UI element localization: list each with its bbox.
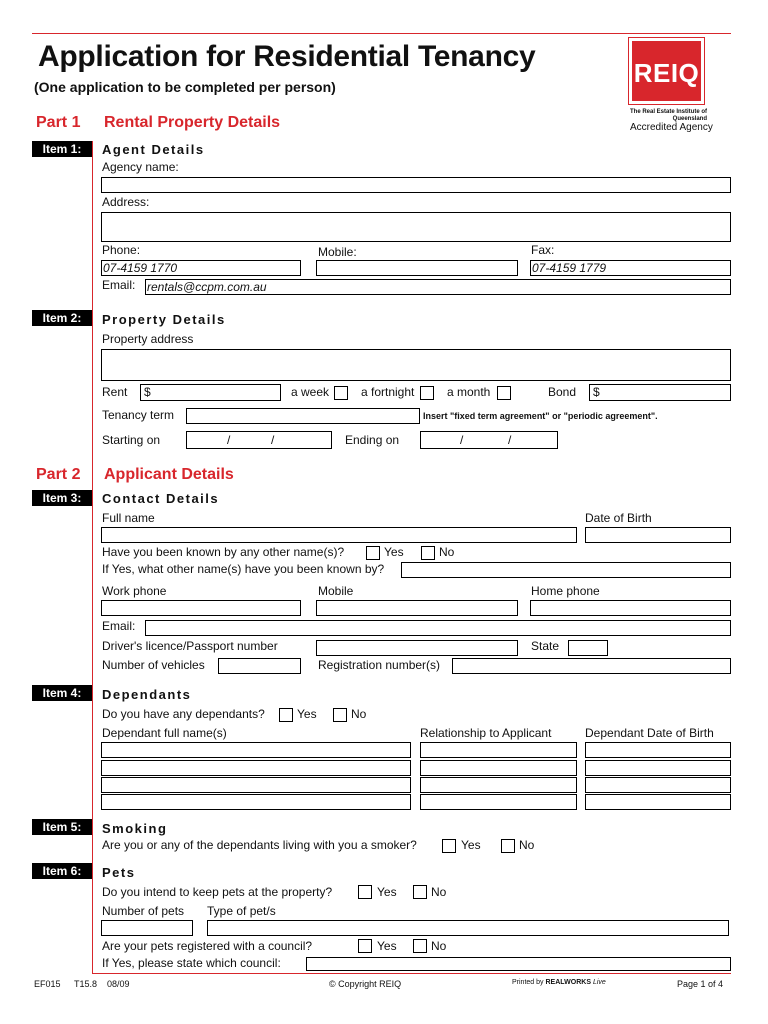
dependant-dob-col-header: Dependant Date of Birth: [585, 726, 714, 740]
state-label: State: [531, 639, 560, 653]
item3-tag: Item 3:: [32, 490, 92, 506]
printed-by-brand: REALWORKS: [545, 979, 591, 986]
work-phone-label: Work phone: [102, 584, 167, 598]
rent-field[interactable]: $: [140, 384, 281, 401]
agent-mobile-field[interactable]: [316, 260, 518, 276]
dependant-dob-field-1[interactable]: [585, 742, 731, 758]
dependants-yes-label: Yes: [297, 707, 317, 721]
page-title: Application for Residential Tenancy: [38, 40, 536, 73]
agent-phone-field[interactable]: 07-4159 1770: [101, 260, 301, 276]
dependants-heading: Dependants: [102, 687, 192, 702]
smoking-no-checkbox[interactable]: [501, 839, 515, 853]
bond-field[interactable]: $: [589, 384, 731, 401]
starting-on-label: Starting on: [102, 433, 161, 447]
agency-name-label: Agency name:: [102, 160, 179, 174]
page-number: Page 1 of 4: [677, 979, 724, 989]
dependants-question: Do you have any dependants?: [102, 707, 265, 721]
week-checkbox[interactable]: [334, 386, 348, 400]
dependant-dob-field-3[interactable]: [585, 777, 731, 793]
pets-registered-yes-label: Yes: [377, 939, 397, 953]
pets-registered-no-label: No: [431, 939, 447, 953]
bottom-rule: [92, 973, 731, 974]
dependant-relationship-field-2[interactable]: [420, 760, 577, 776]
which-council-field[interactable]: [306, 957, 731, 971]
item1-tag: Item 1:: [32, 141, 92, 157]
ending-on-field[interactable]: / /: [420, 431, 558, 449]
pets-heading: Pets: [102, 865, 136, 880]
ending-on-label: Ending on: [345, 433, 400, 447]
keep-pets-no-checkbox[interactable]: [413, 885, 427, 899]
dependant-name-field-3[interactable]: [101, 777, 411, 793]
state-field[interactable]: [568, 640, 608, 656]
top-rule: [32, 33, 731, 34]
smoking-heading: Smoking: [102, 821, 168, 836]
relationship-col-header: Relationship to Applicant: [420, 726, 552, 740]
fortnight-label: a fortnight: [361, 385, 415, 399]
applicant-mobile-label: Mobile: [318, 584, 354, 598]
property-address-label: Property address: [102, 332, 194, 346]
week-label: a week: [291, 385, 330, 399]
other-names-yes-checkbox[interactable]: [366, 546, 380, 560]
which-council-label: If Yes, please state which council:: [102, 956, 281, 970]
bond-label: Bond: [548, 385, 577, 399]
smoking-yes-label: Yes: [461, 838, 481, 852]
keep-pets-question: Do you intend to keep pets at the property?: [102, 885, 333, 899]
pets-registered-yes-checkbox[interactable]: [358, 939, 372, 953]
smoking-no-label: No: [519, 838, 535, 852]
dependants-no-label: No: [351, 707, 367, 721]
part2-title: Applicant Details: [104, 466, 234, 483]
part1-title: Rental Property Details: [104, 114, 281, 131]
address-label: Address:: [102, 195, 150, 209]
applicant-mobile-field[interactable]: [316, 600, 518, 616]
logo-caption: The Real Estate Institute of Queensland: [629, 109, 707, 122]
number-of-pets-label: Number of pets: [102, 904, 185, 918]
printed-by-suffix: Live: [592, 979, 606, 986]
licence-label: Driver's licence/Passport number: [102, 639, 278, 653]
dob-label: Date of Birth: [585, 511, 652, 525]
other-names-if-yes-label: If Yes, what other name(s) have you been known by?: [102, 562, 385, 576]
smoking-yes-checkbox[interactable]: [442, 839, 456, 853]
other-names-no-label: No: [439, 545, 455, 559]
property-address-field[interactable]: [101, 349, 731, 381]
licence-field[interactable]: [316, 640, 518, 656]
keep-pets-no-label: No: [431, 885, 447, 899]
pets-registered-no-checkbox[interactable]: [413, 939, 427, 953]
dependant-relationship-field-3[interactable]: [420, 777, 577, 793]
pets-registered-question: Are your pets registered with a council?: [102, 939, 313, 953]
applicant-email-label: Email:: [102, 619, 136, 633]
item6-tag: Item 6:: [32, 863, 92, 879]
work-phone-field[interactable]: [101, 600, 301, 616]
form-code: EF015: [34, 979, 61, 989]
tenancy-term-label: Tenancy term: [102, 408, 175, 422]
agent-email-field[interactable]: rentals@ccpm.com.au: [145, 279, 731, 295]
part1-label: Part 1: [36, 114, 81, 131]
dependant-name-col-header: Dependant full name(s): [102, 726, 227, 740]
vehicles-field[interactable]: [218, 658, 301, 674]
keep-pets-yes-checkbox[interactable]: [358, 885, 372, 899]
tenancy-term-hint: Insert "fixed term agreement" or "periodic agreement".: [423, 411, 658, 421]
number-of-pets-field[interactable]: [101, 920, 193, 936]
contact-details-heading: Contact Details: [102, 491, 220, 506]
dependant-name-field-1[interactable]: [101, 742, 411, 758]
form-version: T15.8: [74, 979, 98, 989]
tenancy-term-field[interactable]: [186, 408, 420, 424]
fax-label: Fax:: [531, 243, 555, 257]
agency-address-field[interactable]: [101, 212, 731, 242]
property-details-heading: Property Details: [102, 312, 226, 327]
home-phone-label: Home phone: [531, 584, 600, 598]
agent-fax-field[interactable]: 07-4159 1779: [530, 260, 731, 276]
agent-details-heading: Agent Details: [102, 142, 205, 157]
printed-by: [512, 979, 606, 986]
month-checkbox[interactable]: [497, 386, 511, 400]
other-names-yes-label: Yes: [384, 545, 404, 559]
full-name-field[interactable]: [101, 527, 577, 543]
full-name-label: Full name: [102, 511, 155, 525]
agency-name-field[interactable]: [101, 177, 731, 193]
dependant-relationship-field-4[interactable]: [420, 794, 577, 810]
dependant-name-field-4[interactable]: [101, 794, 411, 810]
item2-tag: Item 2:: [32, 310, 92, 326]
dependant-name-field-2[interactable]: [101, 760, 411, 776]
dependant-dob-field-4[interactable]: [585, 794, 731, 810]
other-names-field[interactable]: [401, 562, 731, 578]
accredited-agency-label: Accredited Agency: [630, 122, 713, 133]
fortnight-checkbox[interactable]: [420, 386, 434, 400]
other-names-no-checkbox[interactable]: [421, 546, 435, 560]
month-label: a month: [447, 385, 491, 399]
rent-label: Rent: [102, 385, 128, 399]
mobile-label: Mobile:: [318, 245, 357, 259]
dependant-relationship-field-1[interactable]: [420, 742, 577, 758]
vehicles-label: Number of vehicles: [102, 658, 205, 672]
phone-label: Phone:: [102, 243, 141, 257]
item4-tag: Item 4:: [32, 685, 92, 701]
dependants-yes-checkbox[interactable]: [279, 708, 293, 722]
copyright: © Copyright REIQ: [329, 979, 402, 989]
page-subtitle: (One application to be completed per person): [34, 79, 336, 95]
smoking-question: Are you or any of the dependants living with you a smoker?: [102, 838, 417, 852]
applicant-email-field[interactable]: [145, 620, 731, 636]
printed-by-prefix: Printed by: [512, 979, 544, 986]
reiq-logo: [629, 38, 704, 104]
type-of-pets-field[interactable]: [207, 920, 729, 936]
logo-text: REIQ: [633, 58, 700, 88]
form-date: 08/09: [107, 979, 130, 989]
item5-tag: Item 5:: [32, 819, 92, 835]
registration-field[interactable]: [452, 658, 731, 674]
dependant-dob-field-2[interactable]: [585, 760, 731, 776]
home-phone-field[interactable]: [530, 600, 731, 616]
part2-label: Part 2: [36, 466, 81, 483]
email-label: Email:: [102, 278, 136, 292]
starting-on-field[interactable]: / /: [186, 431, 332, 449]
keep-pets-yes-label: Yes: [377, 885, 397, 899]
registration-label: Registration number(s): [318, 658, 441, 672]
left-margin-rule: [92, 141, 93, 973]
other-names-question: Have you been known by any other name(s)?: [102, 545, 345, 559]
dependants-no-checkbox[interactable]: [333, 708, 347, 722]
dob-field[interactable]: [585, 527, 731, 543]
type-of-pets-label: Type of pet/s: [207, 904, 276, 918]
